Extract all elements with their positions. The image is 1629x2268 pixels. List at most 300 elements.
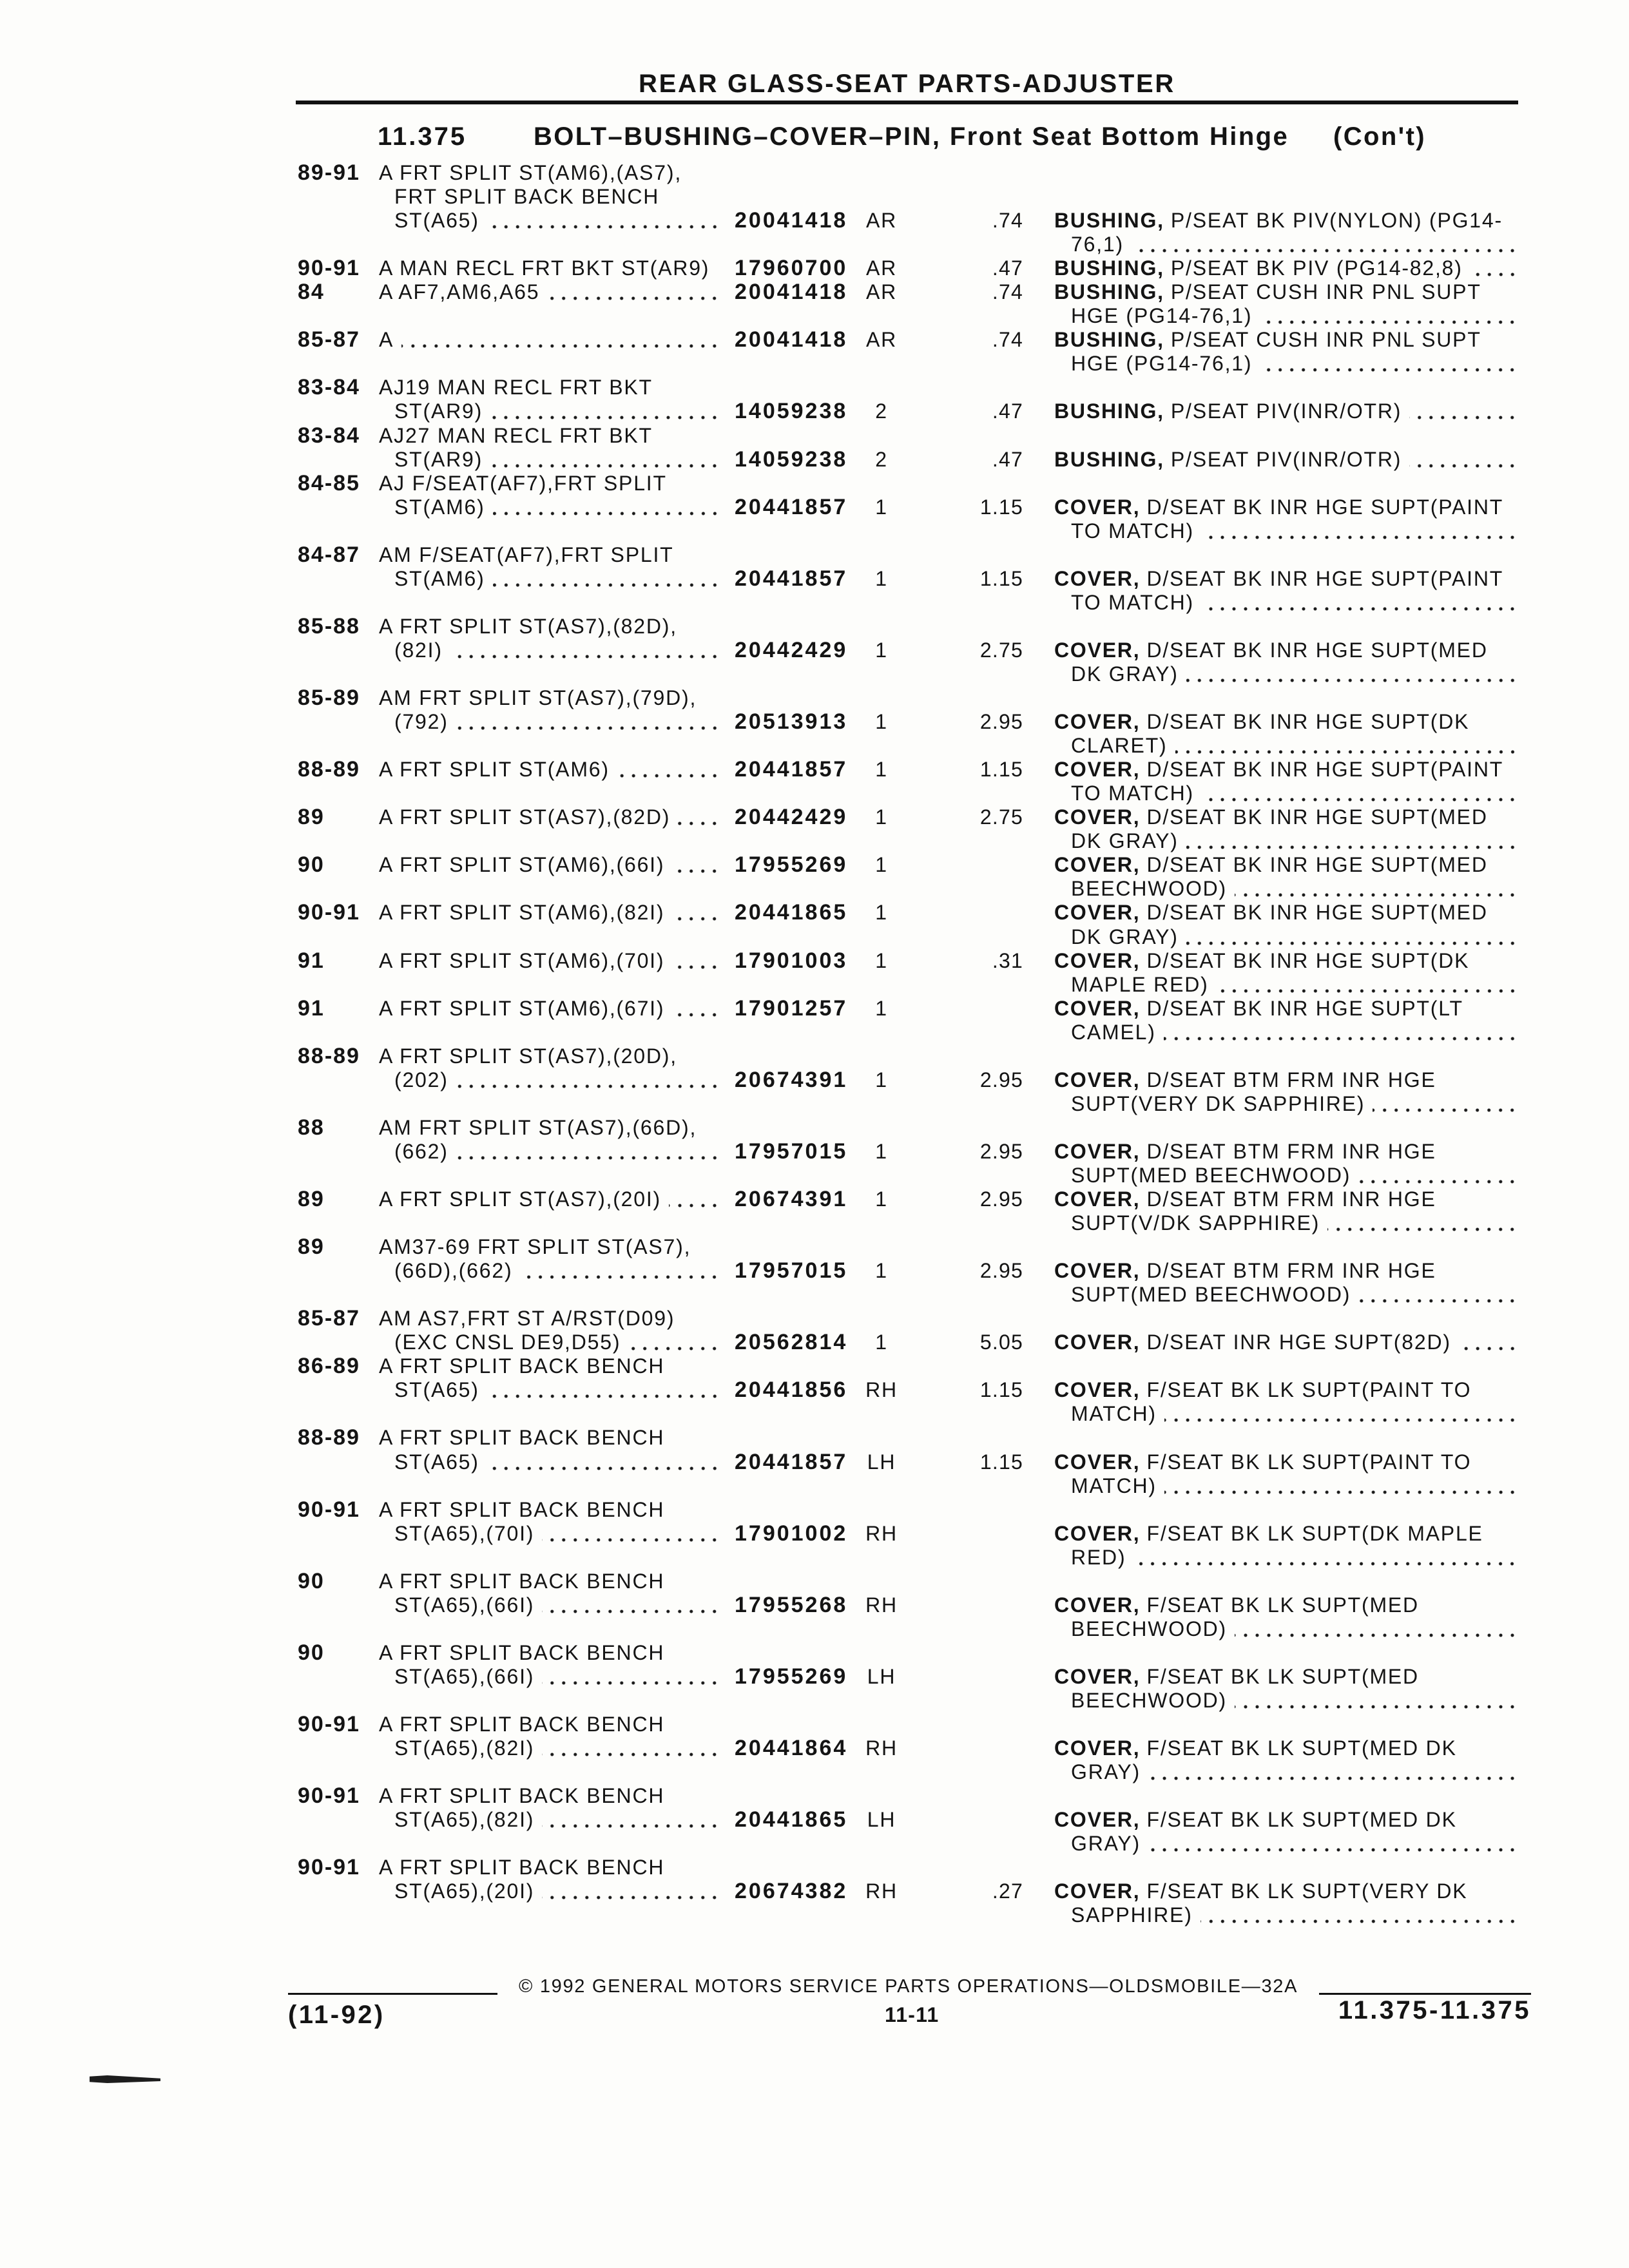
footer-rule-left (288, 1993, 497, 1995)
item-name: COVER, (1054, 638, 1141, 662)
application-line (379, 758, 720, 782)
price: 1.15 (979, 758, 1023, 782)
model-year: 90-91 (298, 1712, 360, 1737)
dot-leader (1409, 399, 1518, 423)
description-text: F/SEAT BK LK SUPT(VERY DK (1146, 1879, 1468, 1903)
quantity: 1 (875, 1259, 888, 1283)
application-line (379, 1044, 720, 1068)
application-text: ST(AM6) (394, 566, 485, 590)
price: 2.95 (979, 1187, 1023, 1211)
application-text: A FRT SPLIT BACK BENCH (379, 1497, 665, 1521)
footer-rule-right (1319, 1993, 1531, 1995)
application-text: (662) (394, 1139, 448, 1163)
dot-leader (1200, 1903, 1518, 1927)
parts-entry (0, 949, 1629, 997)
application-text: AM FRT SPLIT ST(AS7),(79D), (379, 686, 697, 710)
model-year: 90-91 (298, 900, 360, 925)
application-line (394, 1068, 720, 1092)
section-number: 11.375 (378, 122, 467, 151)
parts-entry (0, 1856, 1629, 1927)
description-text: D/SEAT BK INR HGE SUPT(LT (1146, 996, 1463, 1020)
description-line (1054, 1259, 1518, 1283)
description-text: D/SEAT BK INR HGE SUPT(DK (1146, 710, 1470, 734)
parts-entry (0, 328, 1629, 376)
parts-entry (0, 805, 1629, 853)
description-line (1054, 710, 1518, 734)
price: .47 (992, 256, 1023, 280)
quantity: AR (865, 209, 898, 233)
dot-leader (1132, 233, 1518, 256)
dot-leader (1470, 256, 1518, 280)
description-line (1071, 1092, 1518, 1116)
application-line (379, 997, 720, 1021)
application-line (394, 1665, 720, 1689)
price: 2.95 (979, 1259, 1023, 1283)
application-text: AM AS7,FRT ST A/RST(D09) (379, 1307, 675, 1331)
parts-entry (0, 424, 1629, 472)
description-text: TO MATCH) (1071, 519, 1194, 543)
section-heading: BOLT–BUSHING–COVER–PIN, Front Seat Bottom Hinge (534, 122, 1289, 151)
description-text: CLARET) (1071, 734, 1168, 758)
item-name: COVER, (1054, 1259, 1141, 1283)
application-line (394, 209, 720, 233)
dot-leader (1358, 1283, 1518, 1307)
quantity: AR (865, 256, 898, 280)
description-line (1071, 1211, 1518, 1235)
application-line (379, 1116, 720, 1140)
description-line (1071, 304, 1518, 328)
part-number: 20562814 (735, 1330, 848, 1355)
application-text: A FRT SPLIT ST(AS7),(20I) (379, 1187, 662, 1211)
application-line (394, 1522, 720, 1546)
dot-leader (542, 1593, 720, 1617)
application-text: A FRT SPLIT ST(AS7),(82D), (379, 614, 677, 638)
part-number: 20041418 (735, 208, 848, 233)
model-year: 88-89 (298, 1043, 360, 1068)
item-name: COVER, (1054, 1378, 1141, 1402)
item-name: COVER, (1054, 710, 1141, 734)
application-line (394, 1450, 720, 1474)
parts-entry (0, 686, 1629, 758)
dot-leader (1148, 1760, 1518, 1784)
description-text: D/SEAT BK INR HGE SUPT(MED (1146, 805, 1488, 829)
quantity: 1 (875, 638, 888, 662)
application-text: ST(AR9) (394, 447, 483, 471)
model-year: 89 (298, 805, 325, 830)
description-line (1054, 901, 1518, 925)
description-line (1071, 352, 1518, 376)
item-name: COVER, (1054, 1521, 1141, 1545)
application-text: ST(A65),(20I) (394, 1879, 535, 1903)
quantity: 1 (875, 758, 888, 782)
dot-leader (1202, 591, 1518, 615)
part-number: 20441857 (735, 494, 848, 519)
description-line (1054, 1879, 1518, 1903)
quantity: 1 (875, 1139, 888, 1163)
dot-leader (1175, 734, 1518, 758)
dot-leader (456, 1068, 720, 1092)
application-line (379, 1570, 720, 1593)
description-text: D/SEAT BK INR HGE SUPT(MED (1146, 853, 1488, 877)
dot-leader (1202, 782, 1518, 805)
part-number: 20674391 (735, 1067, 848, 1092)
description-text: SAPPHIRE) (1071, 1903, 1193, 1927)
parts-entry (0, 1498, 1629, 1570)
description-text: P/SEAT CUSH INR PNL SUPT (1170, 280, 1481, 304)
model-year: 90-91 (298, 1855, 360, 1880)
part-number: 17955269 (735, 852, 848, 878)
part-number: 20513913 (735, 709, 848, 735)
description-line (1054, 997, 1518, 1021)
parts-entry (0, 280, 1629, 328)
application-line (394, 1879, 720, 1903)
page-title: REAR GLASS-SEAT PARTS-ADJUSTER (639, 70, 1175, 98)
description-text: BEECHWOOD) (1071, 877, 1227, 901)
description-line (1054, 280, 1518, 304)
price: 5.05 (979, 1331, 1023, 1354)
description-line (1054, 328, 1518, 352)
model-year: 85-89 (298, 686, 360, 711)
application-line (394, 1378, 720, 1402)
description-line (1054, 805, 1518, 829)
model-year: 85-88 (298, 613, 360, 639)
application-line (394, 1808, 720, 1832)
dot-leader (672, 853, 720, 877)
item-name: COVER, (1054, 1139, 1141, 1163)
application-text: ST(A65) (394, 209, 479, 233)
dot-leader (401, 328, 720, 352)
description-text: D/SEAT BTM FRM INR HGE (1146, 1068, 1436, 1091)
application-line (379, 1307, 720, 1331)
part-number: 20041418 (735, 280, 848, 305)
dot-leader (1260, 304, 1518, 328)
quantity: 1 (875, 1187, 888, 1211)
application-line (394, 495, 720, 519)
application-text: A FRT SPLIT ST(AM6),(82I) (379, 901, 665, 925)
dot-leader (542, 1808, 720, 1832)
application-line (379, 901, 720, 925)
description-line (1071, 233, 1518, 256)
parts-entry (0, 1713, 1629, 1784)
description-text: GRAY) (1071, 1760, 1141, 1784)
application-text: AM37-69 FRT SPLIT ST(AS7), (379, 1235, 691, 1259)
item-name: BUSHING, (1054, 209, 1164, 233)
model-year: 90 (298, 1640, 325, 1665)
description-text: P/SEAT BK PIV (PG14-82,8) (1170, 256, 1463, 280)
parts-list (0, 161, 1629, 1927)
part-number: 20441865 (735, 900, 848, 925)
dot-leader (487, 209, 720, 233)
part-number: 20674391 (735, 1187, 848, 1212)
description-text: P/SEAT CUSH INR PNL SUPT (1170, 328, 1481, 352)
quantity: AR (865, 328, 898, 352)
dot-leader (1235, 1617, 1518, 1641)
application-line (379, 615, 720, 639)
dot-leader (669, 1187, 720, 1211)
part-number: 17957015 (735, 1258, 848, 1283)
application-line (379, 472, 720, 495)
description-line (1054, 256, 1518, 280)
application-line (394, 1259, 720, 1283)
description-text: DK GRAY) (1071, 662, 1179, 686)
description-text: CAMEL) (1071, 1020, 1156, 1044)
parts-entry (0, 161, 1629, 256)
item-name: COVER, (1054, 1187, 1141, 1211)
description-line (1054, 567, 1518, 591)
quantity: RH (865, 1879, 898, 1903)
model-year: 83-84 (298, 423, 360, 448)
application-text: (202) (394, 1068, 448, 1091)
description-line (1071, 1283, 1518, 1307)
part-number: 20674382 (735, 1879, 848, 1904)
dot-leader (487, 1450, 720, 1474)
description-line (1054, 1140, 1518, 1164)
application-line (379, 280, 720, 304)
footer-copyright: © 1992 GENERAL MOTORS SERVICE PARTS OPERATIONS—OLDSMOBILE—32A (519, 1976, 1298, 1997)
description-line (1071, 662, 1518, 686)
application-text: (EXC CNSL DE9,D55) (394, 1331, 621, 1354)
dot-leader (1164, 1474, 1518, 1498)
application-line (379, 949, 720, 973)
item-name: BUSHING, (1054, 399, 1164, 423)
item-name: COVER, (1054, 805, 1141, 829)
application-text: A FRT SPLIT BACK BENCH (379, 1784, 665, 1808)
application-text: A FRT SPLIT ST(AM6),(67I) (379, 996, 665, 1020)
parts-entry (0, 256, 1629, 280)
description-line (1071, 925, 1518, 949)
dot-leader (542, 1879, 720, 1903)
description-text: D/SEAT BK INR HGE SUPT(PAINT (1146, 758, 1504, 782)
description-line (1054, 1808, 1518, 1832)
application-line (379, 543, 720, 567)
price: .74 (992, 328, 1023, 352)
part-number: 20041418 (735, 327, 848, 352)
description-text: P/SEAT PIV(INR/OTR) (1170, 399, 1402, 423)
dot-leader (547, 280, 720, 304)
price: .31 (992, 948, 1023, 972)
application-line (379, 1784, 720, 1808)
application-line (394, 567, 720, 591)
dot-leader (456, 710, 720, 734)
title-rule (296, 101, 1518, 104)
dot-leader (1148, 1832, 1518, 1856)
description-line (1054, 209, 1518, 233)
dot-leader (1327, 1211, 1518, 1235)
part-number: 20441857 (735, 1449, 848, 1474)
application-line (394, 1593, 720, 1617)
quantity: 1 (875, 901, 888, 925)
parts-entry (0, 1570, 1629, 1641)
quantity: 1 (875, 948, 888, 972)
dot-leader (1202, 519, 1518, 543)
model-year: 90-91 (298, 256, 360, 281)
part-number: 17957015 (735, 1139, 848, 1164)
dot-leader (542, 1665, 720, 1689)
description-text: D/SEAT INR HGE SUPT(82D) (1146, 1331, 1451, 1354)
application-text: (792) (394, 710, 448, 734)
price: .47 (992, 447, 1023, 471)
application-text: ST(A65),(66I) (394, 1593, 535, 1617)
dot-leader (1164, 1021, 1518, 1044)
price: 1.15 (979, 1450, 1023, 1474)
model-year: 90 (298, 852, 325, 878)
dot-leader (1260, 352, 1518, 376)
model-year: 85-87 (298, 1306, 360, 1331)
part-number: 20441856 (735, 1378, 848, 1403)
application-text: A FRT SPLIT ST(AM6),(66I) (379, 853, 665, 877)
model-year: 86-89 (298, 1354, 360, 1379)
description-line (1071, 1021, 1518, 1044)
application-line (379, 161, 720, 185)
description-text: F/SEAT BK LK SUPT(PAINT TO (1146, 1450, 1472, 1474)
part-number: 17901257 (735, 995, 848, 1021)
part-number: 17955268 (735, 1592, 848, 1617)
quantity: 1 (875, 805, 888, 829)
dot-leader (450, 639, 720, 662)
description-line (1054, 1665, 1518, 1689)
description-text: HGE (PG14-76,1) (1071, 352, 1253, 376)
dot-leader (1186, 829, 1518, 853)
dot-leader (678, 805, 720, 829)
dot-leader (1164, 1402, 1518, 1426)
price: 2.75 (979, 805, 1023, 829)
application-line (379, 1187, 720, 1211)
dot-leader (1186, 662, 1518, 686)
application-line (394, 1140, 720, 1164)
application-line (379, 805, 720, 829)
footer-date-code: (11-92) (288, 2001, 385, 2029)
model-year: 85-87 (298, 327, 360, 352)
parts-entry (0, 472, 1629, 543)
description-line (1071, 1474, 1518, 1498)
quantity: 1 (875, 566, 888, 590)
application-text: ST(A65),(66I) (394, 1664, 535, 1688)
parts-entry (0, 1116, 1629, 1187)
dot-leader (1409, 448, 1518, 472)
dot-leader (1459, 1331, 1518, 1354)
quantity: AR (865, 280, 898, 304)
application-text: ST(A65) (394, 1378, 479, 1402)
application-line (379, 256, 720, 280)
description-line (1054, 448, 1518, 472)
description-text: P/SEAT BK PIV(NYLON) (PG14- (1170, 209, 1503, 233)
dot-leader (717, 256, 720, 280)
application-line (394, 639, 720, 662)
application-text: ST(AM6) (394, 495, 485, 519)
description-text: D/SEAT BK INR HGE SUPT(MED (1146, 638, 1488, 662)
description-text: MAPLE RED) (1071, 972, 1209, 996)
application-line (379, 328, 720, 352)
description-line (1071, 591, 1518, 615)
application-line (379, 1235, 720, 1259)
parts-entry (0, 543, 1629, 615)
description-line (1071, 1164, 1518, 1187)
dot-leader (487, 1378, 720, 1402)
quantity: 1 (875, 710, 888, 734)
model-year: 88 (298, 1115, 325, 1140)
model-year: 84-87 (298, 542, 360, 567)
price: 1.15 (979, 495, 1023, 519)
description-line (1054, 758, 1518, 782)
description-line (1054, 495, 1518, 519)
description-line (1054, 1593, 1518, 1617)
model-year: 91 (298, 948, 325, 973)
description-line (1054, 1522, 1518, 1546)
dot-leader (628, 1331, 720, 1354)
application-text: A FRT SPLIT BACK BENCH (379, 1354, 665, 1378)
application-text: AJ27 MAN RECL FRT BKT (379, 423, 653, 447)
dot-leader (542, 1736, 720, 1760)
application-line (379, 686, 720, 710)
dot-leader (1217, 973, 1518, 997)
quantity: RH (865, 1593, 898, 1617)
parts-entry (0, 1307, 1629, 1354)
part-number: 20441857 (735, 566, 848, 591)
dot-leader (490, 399, 720, 423)
application-text: (66D),(662) (394, 1259, 513, 1283)
part-number: 20442429 (735, 637, 848, 662)
item-name: COVER, (1054, 853, 1141, 877)
application-line (379, 1426, 720, 1450)
application-text: AM FRT SPLIT ST(AS7),(66D), (379, 1115, 697, 1139)
description-text: F/SEAT BK LK SUPT(PAINT TO (1146, 1378, 1472, 1402)
description-text: SUPT(VERY DK SAPPHIRE) (1071, 1091, 1365, 1115)
description-line (1071, 1617, 1518, 1641)
dot-leader (520, 1259, 720, 1283)
price: .47 (992, 399, 1023, 423)
description-line (1054, 853, 1518, 877)
application-text: A FRT SPLIT ST(AM6),(70I) (379, 948, 665, 972)
part-number: 17901003 (735, 948, 848, 973)
item-name: COVER, (1054, 566, 1141, 590)
item-name: COVER, (1054, 948, 1141, 972)
part-number: 17901002 (735, 1521, 848, 1546)
description-line (1054, 1331, 1518, 1354)
application-line (394, 1736, 720, 1760)
price: .74 (992, 209, 1023, 233)
description-text: RED) (1071, 1545, 1126, 1569)
application-line (379, 1856, 720, 1879)
description-text: DK GRAY) (1071, 829, 1179, 853)
application-text: A FRT SPLIT BACK BENCH (379, 1569, 665, 1593)
model-year: 84 (298, 280, 325, 305)
application-line (394, 399, 720, 423)
application-text: AJ19 MAN RECL FRT BKT (379, 376, 653, 399)
model-year: 88-89 (298, 757, 360, 782)
application-line (379, 1713, 720, 1736)
dot-leader (672, 949, 720, 973)
parts-entry (0, 1044, 1629, 1116)
description-text: SUPT(MED BEECHWOOD) (1071, 1283, 1351, 1307)
description-line (1071, 829, 1518, 853)
parts-entry (0, 1784, 1629, 1856)
description-line (1054, 949, 1518, 973)
description-text: 76,1) (1071, 233, 1124, 256)
description-line (1071, 1760, 1518, 1784)
dot-leader (672, 997, 720, 1021)
application-text: ST(A65),(82I) (394, 1808, 535, 1832)
dot-leader (490, 448, 720, 472)
part-number: 20442429 (735, 805, 848, 830)
parts-entry (0, 1426, 1629, 1497)
margin-mark (90, 2075, 160, 2083)
dot-leader (617, 758, 720, 782)
description-text: SUPT(V/DK SAPPHIRE) (1071, 1211, 1320, 1235)
quantity: 1 (875, 996, 888, 1020)
dot-leader (672, 901, 720, 925)
description-text: HGE (PG14-76,1) (1071, 304, 1253, 328)
item-name: COVER, (1054, 1664, 1141, 1688)
